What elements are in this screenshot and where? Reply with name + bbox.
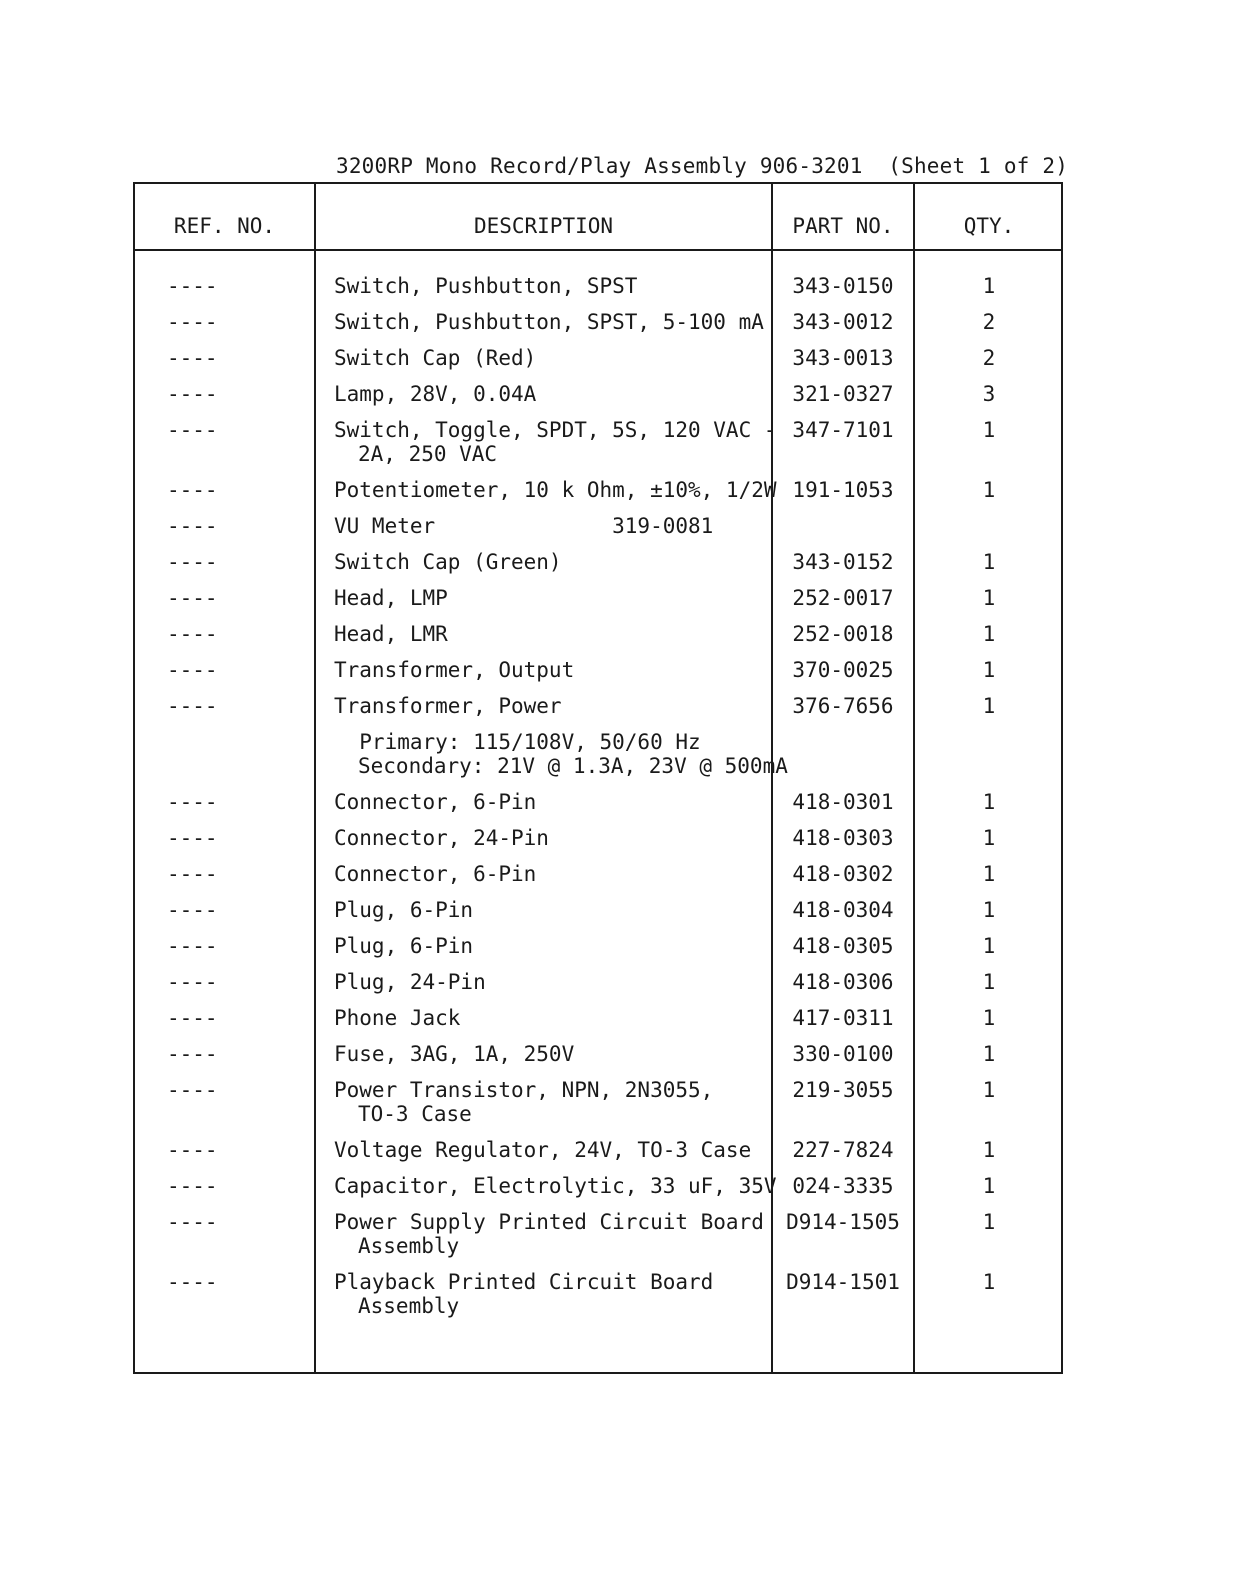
- table-row: [135, 310, 1061, 346]
- qty-cell: 1: [982, 658, 996, 682]
- description-line: Capacitor, Electrolytic, 33 uF, 35V: [334, 1174, 777, 1198]
- part-no-cell: 321-0327: [792, 382, 894, 406]
- table-row: [135, 970, 1061, 1006]
- table-row: [135, 1270, 1061, 1330]
- qty-cell: 1: [982, 274, 996, 298]
- description-cell: [334, 1042, 774, 1066]
- description-cell: [334, 934, 774, 958]
- description-cell: [334, 970, 774, 994]
- ref-no-cell: ----: [167, 658, 218, 682]
- ref-no-cell: ----: [167, 622, 218, 646]
- description-cell: [334, 898, 774, 922]
- table-row: [135, 658, 1061, 694]
- description-line: Switch, Toggle, SPDT, 5S, 120 VAC -: [334, 418, 777, 442]
- ref-no-cell: ----: [167, 1174, 218, 1198]
- table-row: [135, 1042, 1061, 1078]
- qty-cell: 1: [982, 970, 996, 994]
- description-line: Lamp, 28V, 0.04A: [334, 382, 537, 406]
- description-line: Voltage Regulator, 24V, TO-3 Case: [334, 1138, 752, 1162]
- part-no-cell: 191-1053: [792, 478, 894, 502]
- ref-no-cell: ----: [167, 514, 218, 538]
- description-cell: [334, 1270, 774, 1318]
- description-cell: [334, 730, 788, 778]
- ref-no-cell: ----: [167, 898, 218, 922]
- part-no-cell: 343-0152: [792, 550, 894, 574]
- part-no-cell: 343-0150: [792, 274, 894, 298]
- part-no-cell: 252-0017: [792, 586, 894, 610]
- table-row: [135, 514, 1061, 550]
- qty-cell: 1: [982, 1078, 996, 1102]
- description-line: Switch Cap (Red): [334, 346, 537, 370]
- description-continuation: Assembly: [358, 1234, 460, 1258]
- qty-cell: 1: [982, 1138, 996, 1162]
- description-line: Primary: 115/108V, 50/60 Hz: [334, 730, 701, 754]
- description-line: Connector, 24-Pin: [334, 826, 549, 850]
- description-cell: [334, 790, 774, 814]
- description-cell: [334, 1006, 774, 1030]
- header-part-no: PART NO.: [792, 214, 894, 238]
- qty-cell: 1: [982, 898, 996, 922]
- description-cell: [334, 346, 774, 370]
- part-no-cell: 376-7656: [792, 694, 894, 718]
- ref-no-cell: ----: [167, 1042, 218, 1066]
- qty-cell: 1: [982, 1210, 996, 1234]
- description-line: Power Transistor, NPN, 2N3055,: [334, 1078, 714, 1102]
- ref-no-cell: ----: [167, 862, 218, 886]
- description-line: Head, LMR: [334, 622, 448, 646]
- ref-no-cell: ----: [167, 418, 218, 442]
- qty-cell: 1: [982, 934, 996, 958]
- table-row: [135, 382, 1061, 418]
- part-no-cell: D914-1501: [786, 1270, 900, 1294]
- ref-no-cell: ----: [167, 934, 218, 958]
- description-line: Connector, 6-Pin: [334, 790, 537, 814]
- ref-no-cell: ----: [167, 790, 218, 814]
- header-description: DESCRIPTION: [473, 214, 614, 238]
- ref-no-cell: ----: [167, 1210, 218, 1234]
- part-no-cell: 418-0305: [792, 934, 894, 958]
- ref-no-cell: ----: [167, 1270, 218, 1294]
- part-no-cell: 343-0013: [792, 346, 894, 370]
- part-no-cell: D914-1505: [786, 1210, 900, 1234]
- header-qty: QTY.: [963, 214, 1015, 238]
- description-line: Playback Printed Circuit Board: [334, 1270, 714, 1294]
- description-cell: [334, 1078, 774, 1126]
- description-cell: [334, 382, 774, 406]
- table-row: [135, 1210, 1061, 1270]
- ref-no-cell: ----: [167, 382, 218, 406]
- description-cell: [334, 694, 774, 718]
- ref-no-cell: ----: [167, 274, 218, 298]
- part-no-cell: 370-0025: [792, 658, 894, 682]
- description-cell: [334, 514, 774, 538]
- description-cell: [334, 586, 774, 610]
- ref-no-cell: ----: [167, 694, 218, 718]
- description-continuation: Assembly: [358, 1294, 460, 1318]
- qty-cell: 1: [982, 1042, 996, 1066]
- table-row: [135, 1138, 1061, 1174]
- description-cell: [334, 826, 774, 850]
- description-cell: [334, 274, 774, 298]
- description-cell: [334, 622, 774, 646]
- description-continuation: Secondary: 21V @ 1.3A, 23V @ 500mA: [358, 754, 788, 778]
- description-cell: [334, 1138, 774, 1162]
- ref-no-cell: ----: [167, 478, 218, 502]
- header-divider: [135, 249, 1061, 251]
- description-cell: [334, 658, 774, 682]
- ref-no-cell: ----: [167, 1138, 218, 1162]
- table-row: [135, 826, 1061, 862]
- part-no-cell: 418-0306: [792, 970, 894, 994]
- table-row: [135, 1174, 1061, 1210]
- qty-cell: 1: [982, 1006, 996, 1030]
- qty-cell: 1: [982, 418, 996, 442]
- description-line: Transformer, Output: [334, 658, 575, 682]
- table-row: [135, 1006, 1061, 1042]
- description-line: Connector, 6-Pin: [334, 862, 537, 886]
- part-no-cell: 227-7824: [792, 1138, 894, 1162]
- description-cell: [334, 418, 777, 466]
- description-line: Power Supply Printed Circuit Board: [334, 1210, 764, 1234]
- part-no-cell: 252-0018: [792, 622, 894, 646]
- description-line: Phone Jack: [334, 1006, 461, 1030]
- part-no-cell: 418-0303: [792, 826, 894, 850]
- part-no-cell: 024-3335: [792, 1174, 894, 1198]
- qty-cell: 1: [982, 622, 996, 646]
- table-row: [135, 1078, 1061, 1138]
- ref-no-cell: ----: [167, 1078, 218, 1102]
- part-no-cell: 330-0100: [792, 1042, 894, 1066]
- description-line: Plug, 6-Pin: [334, 898, 474, 922]
- qty-cell: 3: [982, 382, 996, 406]
- ref-no-cell: ----: [167, 970, 218, 994]
- qty-cell: 1: [982, 586, 996, 610]
- table-row: [135, 478, 1061, 514]
- table-row: [135, 790, 1061, 826]
- table-row: [135, 622, 1061, 658]
- ref-no-cell: ----: [167, 1006, 218, 1030]
- qty-cell: 2: [982, 346, 996, 370]
- page-title: 3200RP Mono Record/Play Assembly 906-3201 (Sheet 1 of 2): [336, 154, 1069, 178]
- description-line: Potentiometer, 10 k Ohm, ±10%, 1/2W: [334, 478, 777, 502]
- ref-no-cell: ----: [167, 826, 218, 850]
- part-no-cell: 417-0311: [792, 1006, 894, 1030]
- part-no-cell: 418-0301: [792, 790, 894, 814]
- qty-cell: 1: [982, 826, 996, 850]
- part-no-cell: 418-0302: [792, 862, 894, 886]
- qty-cell: 1: [982, 550, 996, 574]
- description-line: Head, LMP: [334, 586, 448, 610]
- ref-no-cell: ----: [167, 550, 218, 574]
- table-row: [135, 586, 1061, 622]
- table-row: [135, 934, 1061, 970]
- table-row: [135, 898, 1061, 934]
- part-no-cell: 347-7101: [792, 418, 894, 442]
- ref-no-cell: ----: [167, 586, 218, 610]
- ref-no-cell: ----: [167, 310, 218, 334]
- part-no-cell: 343-0012: [792, 310, 894, 334]
- qty-cell: 1: [982, 694, 996, 718]
- qty-cell: 1: [982, 862, 996, 886]
- qty-cell: 1: [982, 1270, 996, 1294]
- description-line: VU Meter 319-0081: [334, 514, 714, 538]
- table-row: [135, 730, 1061, 790]
- description-cell: [334, 862, 774, 886]
- description-continuation: 2A, 250 VAC: [358, 442, 498, 466]
- description-line: Fuse, 3AG, 1A, 250V: [334, 1042, 575, 1066]
- description-line: Switch, Pushbutton, SPST, 5-100 mA: [334, 310, 764, 334]
- table-row: [135, 694, 1061, 730]
- description-cell: [334, 310, 774, 334]
- description-continuation: TO-3 Case: [358, 1102, 472, 1126]
- table-body: [135, 274, 1061, 1330]
- description-line: Plug, 6-Pin: [334, 934, 474, 958]
- description-cell: [334, 1174, 777, 1198]
- table-row: [135, 862, 1061, 898]
- description-line: Transformer, Power: [334, 694, 562, 718]
- header-ref-no: REF. NO.: [173, 214, 276, 238]
- description-cell: [334, 478, 777, 502]
- qty-cell: 2: [982, 310, 996, 334]
- parts-table: [133, 182, 1063, 1374]
- table-row: [135, 346, 1061, 382]
- qty-cell: 1: [982, 1174, 996, 1198]
- table-row: [135, 274, 1061, 310]
- description-line: Switch, Pushbutton, SPST: [334, 274, 638, 298]
- qty-cell: 1: [982, 790, 996, 814]
- ref-no-cell: ----: [167, 346, 218, 370]
- part-no-cell: 418-0304: [792, 898, 894, 922]
- description-line: Plug, 24-Pin: [334, 970, 486, 994]
- qty-cell: 1: [982, 478, 996, 502]
- table-row: [135, 550, 1061, 586]
- table-row: [135, 418, 1061, 478]
- part-no-cell: 219-3055: [792, 1078, 894, 1102]
- description-cell: [334, 550, 774, 574]
- description-line: Switch Cap (Green): [334, 550, 562, 574]
- description-cell: [334, 1210, 774, 1258]
